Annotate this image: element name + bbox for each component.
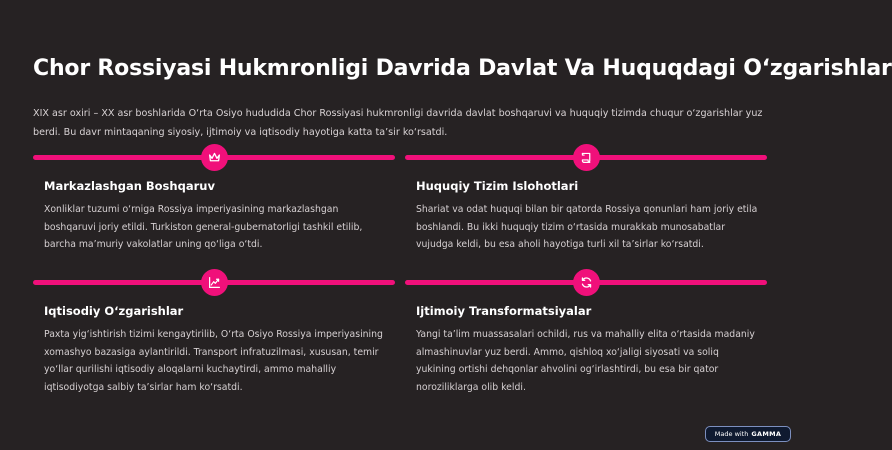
scroll-icon bbox=[573, 144, 600, 171]
card-heading: Huquqiy Tizim Islohotlari bbox=[416, 179, 579, 193]
page-title: Chor Rossiyasi Hukmronligi Davrida Davlat Va Huquqdagi O‘zgarishlar bbox=[33, 56, 892, 81]
intro-paragraph: XIX asr oxiri – XX asr boshlarida O‘rta Osiyo hududida Chor Rossiyasi hukmronligi davrida davlat boshqaruvi va huquqiy tizimda chuqur o‘zgarishlar yuz berdi. Bu davr mintaqaning siyosiy, ijtimoiy va iqtisodiy hayotiga katta ta’sir ko‘rsatdi. bbox=[33, 108, 763, 138]
refresh-icon bbox=[573, 269, 600, 296]
card-text: Xonliklar tuzumi o‘rniga Rossiya imperiyasining markazlashgan boshqaruvi joriy etildi. Turkiston general-gubernatorligi tashkil etilib, barcha ma’muriy vakolatlar uning qo‘liga o‘tdi. bbox=[44, 204, 363, 251]
card-text: Yangi ta’lim muassasalari ochildi, rus va mahalliy elita o‘rtasida madaniy almashinuvlar yuz berdi. Ammo, qishloq xo‘jaligi siyosati va soliq yukining ortishi dehqonlar ahvolini og‘irlashtirdi, bu esa bir qator noroziliklarga olib keldi. bbox=[416, 329, 755, 393]
card-heading: Markazlashgan Boshqaruv bbox=[44, 179, 215, 193]
gamma-logo: GAMMA bbox=[751, 430, 782, 438]
card-heading: Ijtimoiy Transformatsiyalar bbox=[416, 304, 592, 318]
crown-icon bbox=[201, 144, 228, 171]
card-heading: Iqtisodiy O‘zgarishlar bbox=[44, 304, 184, 318]
made-with-gamma-badge[interactable] bbox=[705, 426, 791, 442]
card-text: Shariat va odat huquqi bilan bir qatorda Rossiya qonunlari ham joriy etila boshlandi. Bu ikki huquqiy tizim o‘rtasida murakkab munosabatlar vujudga keldi, bu esa aholi hayotiga turli xil ta’sirlar ko‘rsatdi. bbox=[416, 204, 758, 251]
chart-icon bbox=[201, 269, 228, 296]
made-with-label: Made with bbox=[714, 430, 749, 438]
card-text: Paxta yig‘ishtirish tizimi kengaytirilib, O‘rta Osiyo Rossiya imperiyasining xomashyo bazasiga aylantirildi. Transport infratuzilmasi, xususan, temir yo‘llar qurilishi iqtisodiy aloqalarni kuchaytirdi, ammo mahalliy iqtisodiyotga salbiy ta’sirlar ham ko‘rsatdi. bbox=[44, 329, 383, 393]
